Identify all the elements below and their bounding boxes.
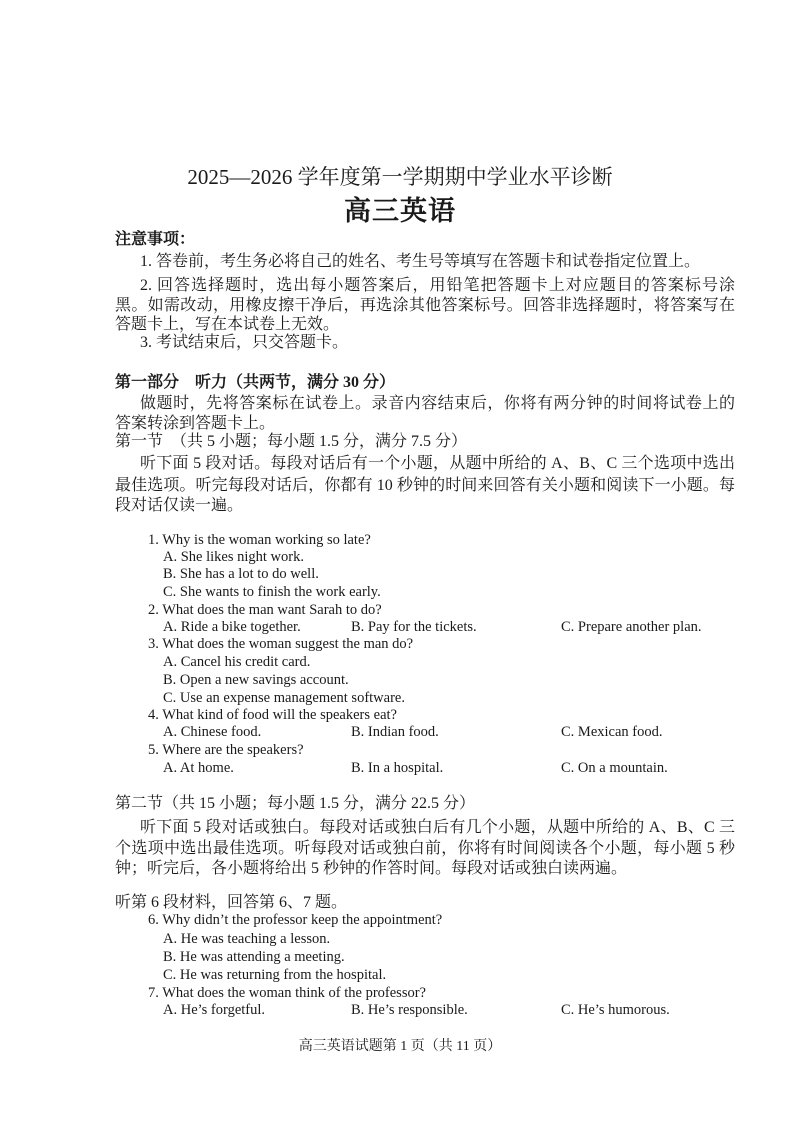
notice-item-2-line: 2. 回答选择题时，选出每小题答案后，用铅笔把答题卡上对应题目的答案标号涂 (140, 277, 735, 294)
section2-intro-line: 个选项中选出最佳选项。听每段对话或独白前，你将有时间阅读各个小题，每小题 5 秒 (115, 840, 735, 857)
notice-heading: 注意事项： (115, 231, 196, 248)
notice-item-2-line: 答题卡上，写在本试卷上无效。 (115, 316, 340, 333)
option-c: C. Mexican food. (561, 724, 663, 740)
notice-item-1: 1. 答卷前，考生务必将自己的姓名、考生号等填写在答题卡和试卷指定位置上。 (140, 253, 701, 270)
section2-heading: 第二节（共 15 小题；每小题 1.5 分，满分 22.5 分） (115, 795, 476, 812)
option-b: B. Pay for the tickets. (351, 619, 477, 635)
option-a: A. Ride a bike together. (163, 619, 301, 635)
option-b: B. He was attending a meeting. (163, 949, 345, 965)
option-a: A. Chinese food. (163, 724, 262, 740)
option-b: B. Indian food. (351, 724, 439, 740)
notice-item-3: 3. 考试结束后，只交答题卡。 (140, 334, 349, 351)
part1-intro-line: 做题时，先将答案标在试卷上。录音内容结束后，你将有两分钟的时间将试卷上的 (140, 395, 735, 412)
option-c: C. Use an expense management software. (163, 690, 405, 706)
option-a: A. She likes night work. (163, 549, 304, 565)
question-2: 2. What does the man want Sarah to do? (148, 602, 382, 618)
material-6-instruction: 听第 6 段材料，回答第 6、7 题。 (115, 894, 348, 911)
option-a: A. At home. (163, 760, 234, 776)
question-6: 6. Why didn’t the professor keep the appointment? (148, 912, 443, 928)
option-c: C. She wants to finish the work early. (163, 584, 381, 600)
section1-intro-line: 听下面 5 段对话。每段对话后有一个小题，从题中所给的 A、B、C 三个选项中选出 (140, 455, 735, 472)
section2-intro-line: 钟；听完后，各小题将给出 5 秒钟的作答时间。每段对话或独白读两遍。 (115, 860, 628, 877)
option-a: A. Cancel his credit card. (163, 654, 311, 670)
option-c: C. On a mountain. (561, 760, 668, 776)
part1-intro-line: 答案转涂到答题卡上。 (115, 415, 276, 432)
option-c: C. Prepare another plan. (561, 619, 702, 635)
exam-subject: 高三英语 (344, 196, 456, 226)
option-b: B. Open a new savings account. (163, 672, 349, 688)
option-b: B. He’s responsible. (351, 1002, 468, 1018)
question-7: 7. What does the woman think of the professor? (148, 985, 426, 1001)
option-a: A. He was teaching a lesson. (163, 931, 331, 947)
option-a: A. He’s forgetful. (163, 1002, 266, 1018)
question-1: 1. Why is the woman working so late? (148, 532, 371, 548)
question-5: 5. Where are the speakers? (148, 742, 304, 758)
option-b: B. In a hospital. (351, 760, 444, 776)
exam-title: 2025—2026 学年度第一学期期中学业水平诊断 (187, 165, 613, 189)
option-c: C. He was returning from the hospital. (163, 967, 387, 983)
section1-intro-line: 最佳选项。听完每段对话后，你都有 10 秒钟的时间来回答有关小题和阅读下一小题。每 (115, 477, 735, 494)
section1-heading: 第一节 （共 5 小题；每小题 1.5 分，满分 7.5 分） (115, 433, 468, 450)
question-3: 3. What does the woman suggest the man do? (148, 636, 414, 652)
question-4: 4. What kind of food will the speakers eat? (148, 707, 397, 723)
page-footer: 高三英语试题第 1 页（共 11 页） (298, 1039, 502, 1054)
section2-intro-line: 听下面 5 段对话或独白。每段对话或独白后有几个小题，从题中所给的 A、B、C 三 (140, 819, 735, 836)
part1-heading: 第一部分 听力（共两节，满分 30 分） (115, 374, 396, 391)
notice-item-2-line: 黑。如需改动，用橡皮擦干净后，再选涂其他答案标号。回答非选择题时，将答案写在 (115, 297, 735, 314)
option-b: B. She has a lot to do well. (163, 566, 319, 582)
section1-intro-line: 段对话仅读一遍。 (115, 497, 244, 514)
option-c: C. He’s humorous. (561, 1002, 670, 1018)
